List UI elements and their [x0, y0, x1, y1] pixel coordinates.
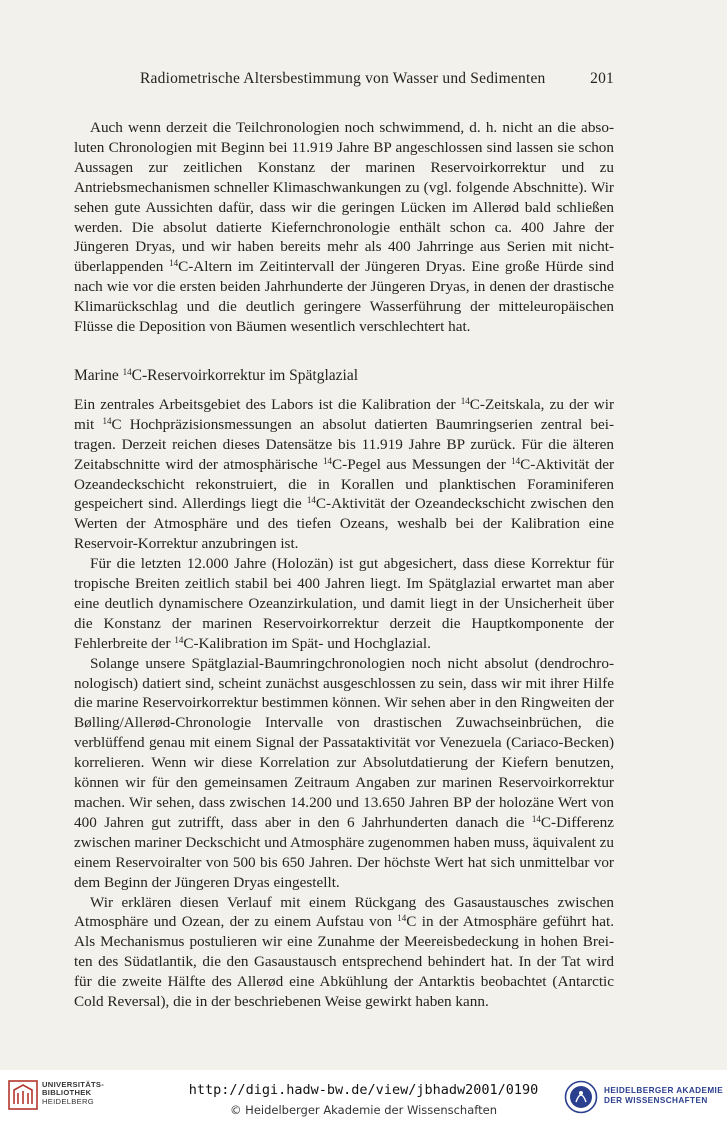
viewer-footer	[0, 1070, 727, 1125]
paragraph-3: Für die letzten 12.000 Jahre (Holozän) ist gut abgesichert, dass diese Korrektur für tropische Breiten zeitlich stabil bei 400 Jahren liegt. Im Spätglazial erwartet man aber eine deutlich dynamischere Ozeanzirkulation, und damit liegt in der Unsicherheit über die Konstanz der marinen Reservoirkorrektur derzeit die Hauptkomponente der Fehlerbreite der $^{14}$C-Kalibration im Spät- und Hochglazial.	[74, 555, 614, 652]
paragraph-1: Auch wenn derzeit die Teilchronologien noch schwimmend, d. h. nicht an die absoluten Chronologien mit Beginn bei 11.919 Jahre BP angeschlossen sind lassen sie schon Aussagen zur zeitlichen Konstanz der marinen Reservoirkorrektur und zu Antriebsmechanismen schneller Klimaschwankungen zu (vgl. folgende Abschnitte). Wir sehen gute Aussichten dafür, dass wir die geringen Lücken im Allerød bald schließen werden. Die absolut datierte Kiefernchronologie enthält schon ca. 400 Jahre der Jüngeren Dryas, und wir haben bereits mehr als 400 Jahrringe aus Serien mit nichtüberlappenden $^{14}$C-Altern im Zeitintervall der Jüngeren Dryas. Eine große Hürde sind nach wie vor die ersten beiden Jahrhunderte der Jüngeren Dryas, in denen der drastische Klimarückschlag und die deutlich geringere Wasserführung der mitteleuropäischen Flüsse die Deposition von Bäumen wesentlich verschlechtert hat.	[74, 119, 614, 336]
paragraph-4: Solange unsere Spätglazial-Baumringchronologien noch nicht absolut (dendrochronologisch) datiert sind, scheint zunächst ausgeschlossen zu sein, dass wir mit ihrer Hilfe die marine Reservoirkorrektur bestimmen können. Wir sehen aber in den Ringweiten der Bølling/Allerød-Chronologie Intervalle von drastischen Zuwachseinbrüchen, die verblüffend genau mit einem Signal der Passataktivität vor Venezuela (Cariaco-Becken) korrelieren. Wenn wir diese Korrelation zur Absolutdatierung der Kiefern benutzen, können wir für den gemeinsamen Zeitraum Angaben zur marinen Reservoirkorrektur machen. Wir sehen, dass zwischen 14.200 und 13.650 Jahren BP der holozäne Wert von 400 Jahren gut zutrifft, dass aber in den 6 Jahrhunderten danach die $^{14}$C-Differenz zwischen mariner Deckschicht und Atmosphäre zugenommen haben muss, äquivalent zu einem Reservoiralter von 500 bis 650 Jahren. Der höchste Wert hat sich unmittelbar vor dem Beginn der Jüngeren Dryas eingestellt.	[74, 654, 614, 891]
copyright-notice: © Heidelberger Akademie der Wissenschaften	[230, 1103, 497, 1117]
paragraph-2: Ein zentrales Arbeitsgebiet des Labors ist die Kalibration der $^{14}$C-Zeitskala, zu der wir mit $^{14}$C Hochpräzisionsmessungen an absolut datierten Baumringserien zentral beitragen. Derzeit reichen dieses Datensätze bis 11.919 Jahre BP zurück. Für die älteren Zeitabschnitte wird der atmosphärische $^{14}$C-Pegel aus Messungen der $^{14}$C-Aktivität der Ozeandeckschicht rekonstruiert, die in Korallen und planktischen Foraminiferen gespeichert sind. Allerdings liegt die $^{14}$C-Aktivität der Ozeandeckschicht zwischen den Werten der Atmosphäre und des tiefen Ozeans, weshalb bei der Kalibration eine Reservoir-Korrektur anzubringen ist.	[74, 395, 615, 553]
main-text	[74, 118, 614, 1012]
section-heading: Marine $^{14}$C-Reservoirkorrektur im Spätglazial	[74, 366, 359, 384]
paragraph-5: Wir erklären diesen Verlauf mit einem Rückgang des Gasaustausches zwischen Atmosphäre und Ozean, der zu einem Aufstau von $^{14}$C in der Atmosphäre geführt hat. Als Mechanismus postulieren wir eine Zunahme der Meereisbedeckung in hohen Breiten des Südatlantik, die den Gasaustausch entsprechend behindert hat. In der Tat wird für die zweite Hälfte des Allerød eine Abkühlung der Antarktis beobachtet (Antarctic Cold Reversal), die in der beschriebenen Weise gewirkt haben kann.	[74, 893, 615, 1011]
academy-name[interactable]: HEIDELBERGER AKADEMIE DER WISSENSCHAFTEN	[604, 1086, 724, 1105]
permalink-url[interactable]: http://digi.hadw-bw.de/view/jbhadw2001/0190	[188, 1082, 539, 1098]
library-name[interactable]: UNIVERSITÄTS- BIBLIOTHEK HEIDELBERG	[42, 1080, 105, 1106]
page-number: 201	[590, 70, 614, 87]
running-title: Radiometrische Altersbestimmung von Wasser und Sedimenten	[140, 70, 546, 87]
academy-seal-icon[interactable]	[564, 1080, 598, 1114]
